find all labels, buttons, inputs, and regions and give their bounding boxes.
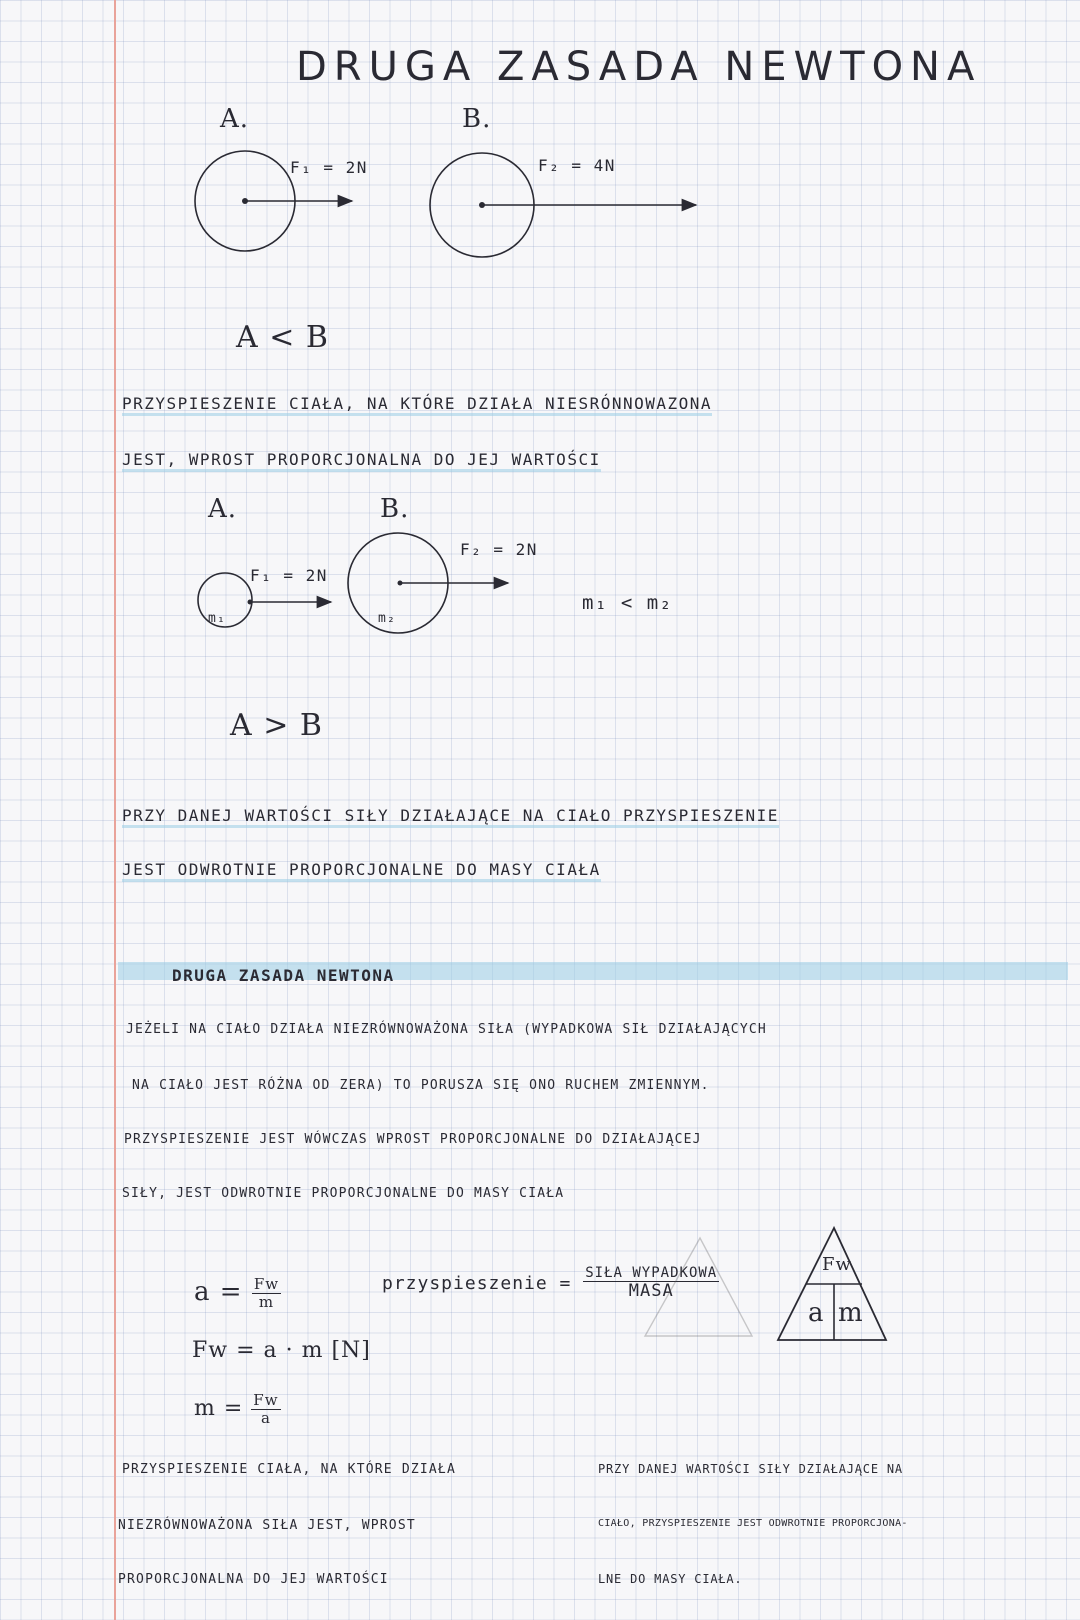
formula-word-denominator: MASA bbox=[628, 1281, 674, 1302]
diagram2-force-b: F₂ = 2N bbox=[460, 540, 538, 559]
summary-right-line1: PRZY DANEJ WARTOŚCI SIŁY DZIAŁAJĄCE NA bbox=[598, 1462, 903, 1476]
formula-mass-numerator: Fw bbox=[253, 1391, 279, 1409]
formula-acceleration-numerator: Fw bbox=[253, 1275, 280, 1293]
summary-left-line2: NIEZRÓWNOWAŻONA SIŁA JEST, WPROST bbox=[118, 1518, 416, 1533]
section-heading: DRUGA ZASADA NEWTONA bbox=[172, 966, 395, 985]
section-line4: SIŁY, JEST ODWROTNIE PROPORCJONALNE DO MASY CIAŁA bbox=[122, 1186, 565, 1201]
formula-mass-denominator: a bbox=[260, 1408, 271, 1427]
formula-force: Fw = a · m [N] bbox=[192, 1338, 371, 1363]
diagram2-mass-b: m₂ bbox=[378, 611, 397, 626]
formula-acceleration-denominator: m bbox=[258, 1292, 275, 1311]
triangle-right-label: m bbox=[838, 1298, 864, 1328]
summary-left-line3: PROPORCJONALNA DO JEJ WARTOŚCI bbox=[118, 1572, 389, 1587]
formula-mass: m = $\frac{Fw}{a}$ bbox=[194, 1391, 279, 1427]
triangle-top-label: Fw bbox=[822, 1254, 852, 1275]
paragraph1-line2: JEST, WPROST PROPORCJONALNA DO JEJ WARTOŚCI bbox=[122, 450, 601, 469]
formula-acceleration: a = $\frac{Fw}{m}$ bbox=[194, 1275, 280, 1311]
paragraph1-line1: PRZYSPIESZENIE CIAŁA, NA KTÓRE DZIAŁA NIESRÓNNOWAZONA bbox=[122, 394, 712, 413]
formula-triangle bbox=[778, 1228, 886, 1340]
diagram2-mass-relation: m₁ < m₂ bbox=[582, 592, 673, 614]
summary-right-line2: CIAŁO, PRZYSPIESZENIE JEST ODWROTNIE PROPORCJONA- bbox=[598, 1518, 908, 1529]
summary-left-line1: PRZYSPIESZENIE CIAŁA, NA KTÓRE DZIAŁA bbox=[122, 1462, 456, 1477]
section-line1: JEŻELI NA CIAŁO DZIAŁA NIEZRÓWNOWAŻONA SIŁA (WYPADKOWA SIŁ DZIAŁAJĄCYCH bbox=[126, 1022, 767, 1037]
diagram1-force-a: F₁ = 2N bbox=[290, 158, 368, 177]
diagram2-mass-a: m₁ bbox=[208, 611, 227, 626]
formula-word-numerator: SIŁA WYPADKOWA bbox=[585, 1265, 718, 1281]
diagram2-comparison: A > B bbox=[230, 708, 323, 743]
diagram2-force-a: F₁ = 2N bbox=[250, 566, 328, 585]
formula-word: przyspieszenie = $\frac{\text{SIŁA WYPADKOWA}}{\text{MASA}}$ bbox=[382, 1265, 718, 1302]
diagram1-comparison: A < B bbox=[236, 320, 329, 355]
triangle-left-label: a bbox=[808, 1298, 825, 1328]
diagram2-label-a: A. bbox=[208, 494, 238, 524]
diagram2-label-b: B. bbox=[380, 494, 410, 524]
faint-triangle bbox=[645, 1238, 752, 1336]
summary-right-line3: LNE DO MASY CIAŁA. bbox=[598, 1572, 743, 1586]
diagram2-body-a bbox=[198, 573, 252, 627]
diagram1-label-a: A. bbox=[220, 104, 250, 134]
page-title: DRUGA ZASADA NEWTONA bbox=[296, 44, 982, 90]
diagram1-label-b: B. bbox=[462, 104, 492, 134]
section-line3: PRZYSPIESZENIE JEST WÓWCZAS WPROST PROPORCJONALNE DO DZIAŁAJĄCEJ bbox=[124, 1132, 702, 1147]
paragraph2-line1: PRZY DANEJ WARTOŚCI SIŁY DZIAŁAJĄCE NA CIAŁO PRZYSPIESZENIE bbox=[122, 806, 779, 825]
section-line2: NA CIAŁO JEST RÓŻNA OD ZERA) TO PORUSZA SIĘ ONO RUCHEM ZMIENNYM. bbox=[132, 1078, 710, 1093]
paragraph2-line2: JEST ODWROTNIE PROPORCJONALNE DO MASY CIAŁA bbox=[122, 860, 601, 879]
diagram1-force-b: F₂ = 4N bbox=[538, 156, 616, 175]
